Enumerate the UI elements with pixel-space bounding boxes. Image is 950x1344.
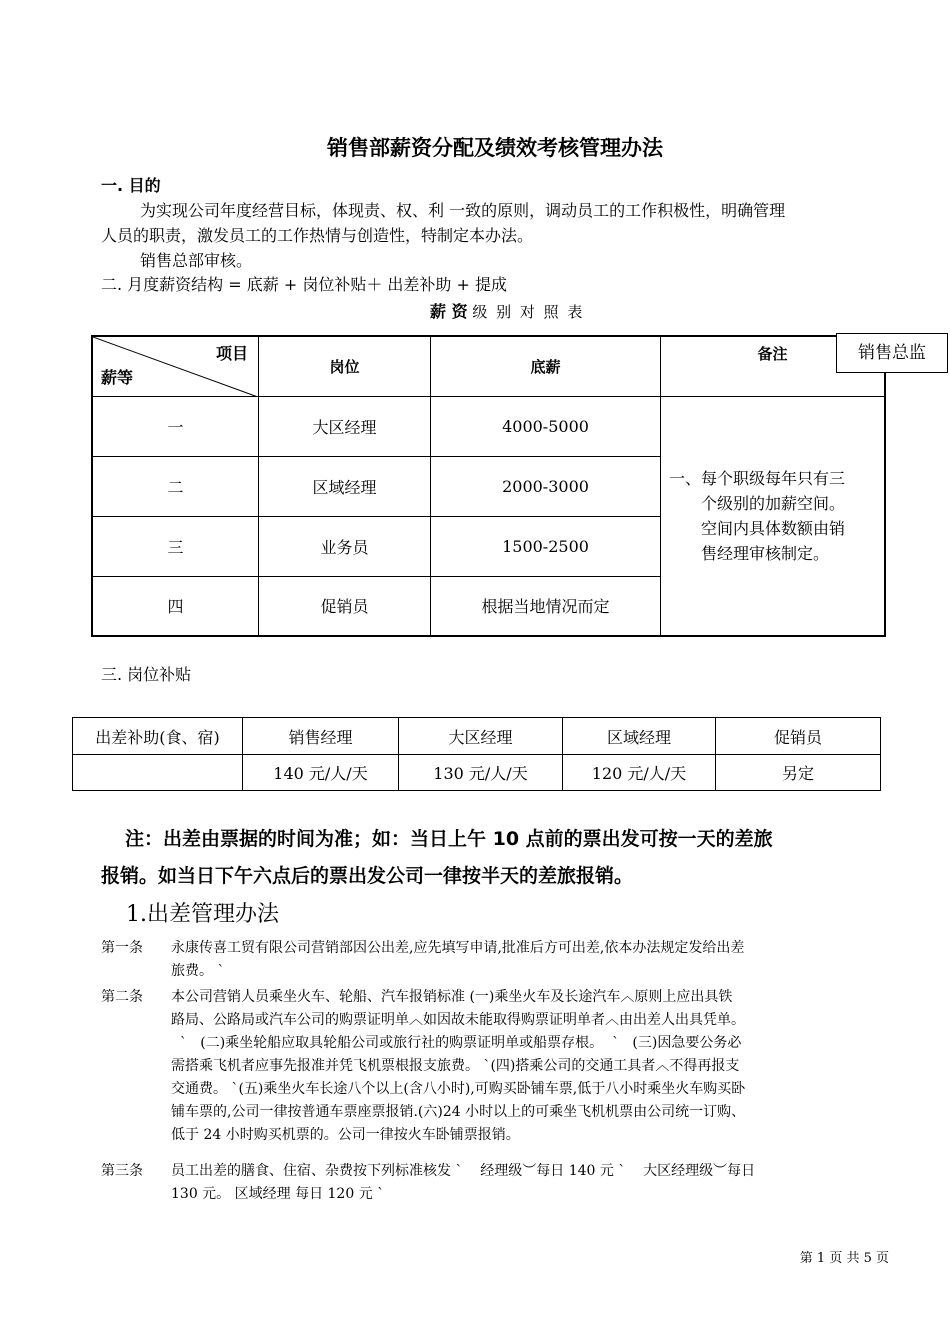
table-caption-rest: 级 别 对 照 表 xyxy=(472,303,585,321)
section-1-paragraph-line-1: 为实现公司年度经营目标，体现责、权、利 一致的原则，调动员工的工作积极性，明确管理 xyxy=(140,201,786,220)
section-3-heading: 三. 岗位补贴 xyxy=(101,665,192,684)
sub-heading: 1.出差管理办法 xyxy=(126,902,279,927)
allowance-header: 区域经理 xyxy=(563,718,716,755)
remark-cell xyxy=(661,396,886,636)
salary-cell: 根据当地情况而定 xyxy=(431,576,661,636)
section-2-heading: 二. 月度薪资结构 = 底薪 + 岗位补贴＋ 出差补助 + 提成 xyxy=(101,275,507,294)
article-line: 路局、公路局或汽车公司的购票证明单︿如因故未能取得购票证明单者︿由出差人出具凭单。 xyxy=(171,1012,745,1028)
article-line: 交通费。 ˋ(五)乘坐火车长途八个以上(含八小时),可购买卧铺车票,低于八小时乘坐火车购买卧 xyxy=(171,1081,746,1097)
allowance-header: 大区经理 xyxy=(399,718,563,755)
corner-header-top: 项目 xyxy=(215,344,248,363)
section-1-paragraph-2: 销售总部审核。 xyxy=(140,251,253,270)
travel-allowance-table xyxy=(72,717,881,791)
note-line-1: 注：出差由票据的时间为准；如：当日上午 10 点前的票出发可按一天的差旅 xyxy=(125,828,773,850)
allowance-header: 出差补助(食、宿) xyxy=(73,718,243,755)
allowance-header: 销售经理 xyxy=(243,718,399,755)
remark-line: 售经理审核制定。 xyxy=(701,543,830,563)
page-number: 第 1 页 共 5 页 xyxy=(799,1251,889,1266)
article-line: 永康传喜工贸有限公司营销部因公出差,应先填写申请,批准后方可出差,依本办法规定发给出差 xyxy=(171,940,745,956)
allowance-cell xyxy=(73,755,243,791)
position-cell: 业务员 xyxy=(259,516,431,576)
article-line: 低于 24 小时购买机票的。公司一律按火车卧铺票报销。 xyxy=(171,1127,520,1143)
table-row xyxy=(73,755,881,791)
comment-box[interactable]: 销售总监 xyxy=(836,333,948,373)
article-label: 第一条 xyxy=(101,940,143,956)
remark-line: 空间内具体数额由销 xyxy=(701,518,846,538)
allowance-header: 促销员 xyxy=(716,718,881,755)
remark-line: 个级别的加薪空间。 xyxy=(701,493,846,513)
section-1-heading: 一. 目的 xyxy=(101,176,161,195)
level-cell: 四 xyxy=(92,576,259,636)
article-label: 第二条 xyxy=(101,989,143,1005)
article-line: 旅费。 ˋ xyxy=(171,963,225,979)
remark-line: 一、每个职级每年只有三 xyxy=(669,468,846,488)
table-caption-bold: 薪 资 xyxy=(430,302,468,321)
position-cell: 促销员 xyxy=(259,576,431,636)
salary-level-table xyxy=(91,335,886,637)
position-cell: 大区经理 xyxy=(259,396,431,456)
article-line: 铺车票的,公司一律按普通车票座票报销.(六)24 小时以上的可乘坐飞机机票由公司统一订购、 xyxy=(171,1104,746,1120)
allowance-cell: 120 元/人/天 xyxy=(563,755,716,791)
table-caption xyxy=(430,299,584,322)
article-label: 第三条 xyxy=(101,1163,143,1179)
page-title: 销售部薪资分配及绩效考核管理办法 xyxy=(327,136,663,160)
level-cell: 三 xyxy=(92,516,259,576)
level-cell: 一 xyxy=(92,396,259,456)
note-line-2: 报销。如当日下午六点后的票出发公司一律按半天的差旅报销。 xyxy=(101,865,634,887)
article-line: ˋ (二)乘坐轮船应取具轮船公司或旅行社的购票证明单或船票存根。 ˋ (三)因急要公务必 xyxy=(171,1035,742,1051)
header-base-salary: 底薪 xyxy=(431,336,661,396)
salary-cell: 4000-5000 xyxy=(431,396,661,456)
table-row xyxy=(92,396,885,456)
position-cell: 区域经理 xyxy=(259,456,431,516)
allowance-cell: 140 元/人/天 xyxy=(243,755,399,791)
salary-cell: 2000-3000 xyxy=(431,456,661,516)
article-line: 需搭乘飞机者应事先报准并凭飞机票根报支旅费。 ˋ(四)搭乘公司的交通工具者︿不得再报支 xyxy=(171,1058,740,1074)
allowance-cell: 另定 xyxy=(716,755,881,791)
allowance-cell: 130 元/人/天 xyxy=(399,755,563,791)
article-line: 本公司营销人员乘坐火车、轮船、汽车报销标准 (一)乘坐火车及长途汽车︿原则上应出具铁 xyxy=(171,989,733,1005)
article-line: 员工出差的膳食、住宿、杂费按下列标准核发 ˋ 经理级︶每日 140 元 ˋ 大区经理级︶每日 xyxy=(171,1163,756,1179)
salary-cell: 1500-2500 xyxy=(431,516,661,576)
header-remark: 备注 xyxy=(661,336,886,396)
corner-header-cell xyxy=(92,336,259,396)
article-line: 130 元。 区域经理 每日 120 元 ˋ xyxy=(171,1186,385,1202)
level-cell: 二 xyxy=(92,456,259,516)
corner-header-bottom: 薪等 xyxy=(101,367,134,387)
section-1-paragraph-line-2: 人员的职责，激发员工的工作热情与创造性，特制定本办法。 xyxy=(101,226,534,245)
header-position: 岗位 xyxy=(259,336,431,396)
